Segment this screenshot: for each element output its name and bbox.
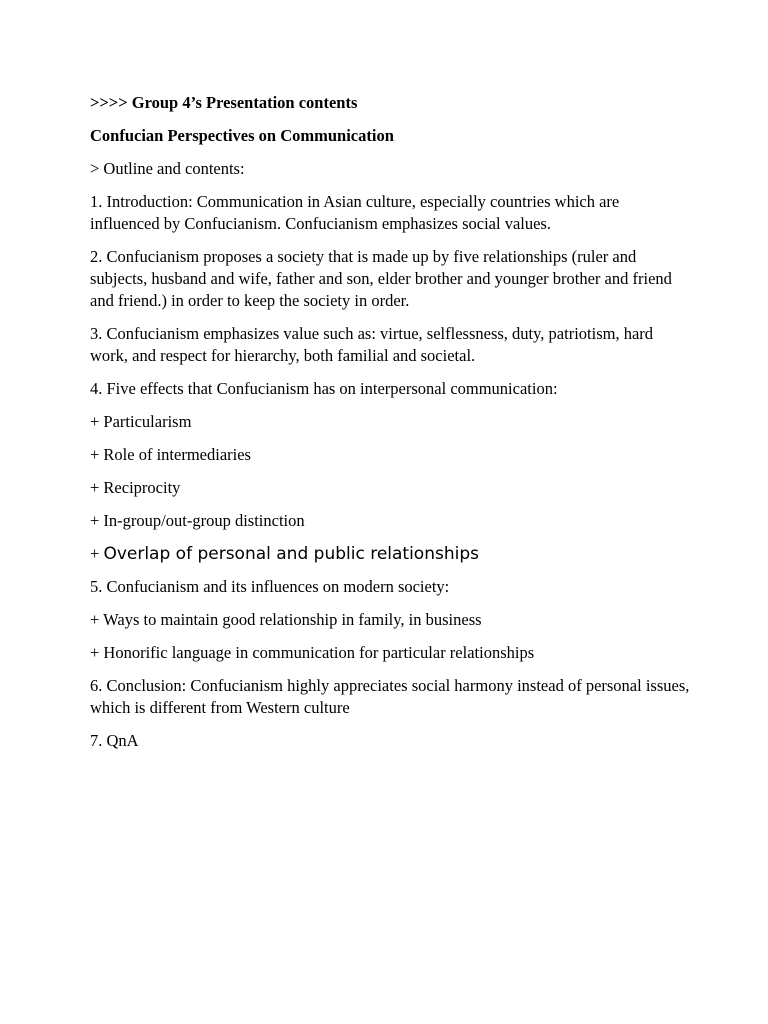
outline-item-modern-society: 5. Confucianism and its influences on modern society: xyxy=(90,577,450,596)
effect-item-in-group: + In-group/out-group distinction xyxy=(90,511,305,530)
document-title: Confucian Perspectives on Communication xyxy=(90,126,394,145)
outline-label: > Outline and contents: xyxy=(90,159,245,178)
effect-item-overlap xyxy=(90,543,690,565)
outline-item-conclusion: 6. Conclusion: Confucianism highly appreciates social harmony instead of personal issues, which is different from Western culture xyxy=(90,676,690,717)
effect-item-overlap-text: Overlap of personal and public relationships xyxy=(103,544,479,564)
outline-item-introduction: 1. Introduction: Communication in Asian culture, especially countries which are influenced by Confucianism. Confucianism emphasizes social values. xyxy=(90,192,620,233)
effect-item-overlap-prefix: + xyxy=(90,544,104,563)
influence-item-honorific: + Honorific language in communication for particular relationships xyxy=(90,643,535,662)
outline-item-five-relationships: 2. Confucianism proposes a society that is made up by five relationships (ruler and subjects, husband and wife, father and son, elder brother and younger brother and friend and friend.) in order to keep the society in order. xyxy=(90,247,672,310)
effect-item-reciprocity: + Reciprocity xyxy=(90,478,181,497)
document-body xyxy=(90,92,690,763)
outline-item-values: 3. Confucianism emphasizes value such as: virtue, selflessness, duty, patriotism, hard work, and respect for hierarchy, both familial and societal. xyxy=(90,324,654,365)
outline-item-qna: 7. QnA xyxy=(90,731,139,750)
effect-item-particularism: + Particularism xyxy=(90,412,192,431)
influence-item-relationships: + Ways to maintain good relationship in family, in business xyxy=(90,610,482,629)
effect-item-intermediaries: + Role of intermediaries xyxy=(90,445,251,464)
outline-item-five-effects: 4. Five effects that Confucianism has on interpersonal communication: xyxy=(90,379,558,398)
document-header: >>>> Group 4’s Presentation contents xyxy=(90,93,358,112)
